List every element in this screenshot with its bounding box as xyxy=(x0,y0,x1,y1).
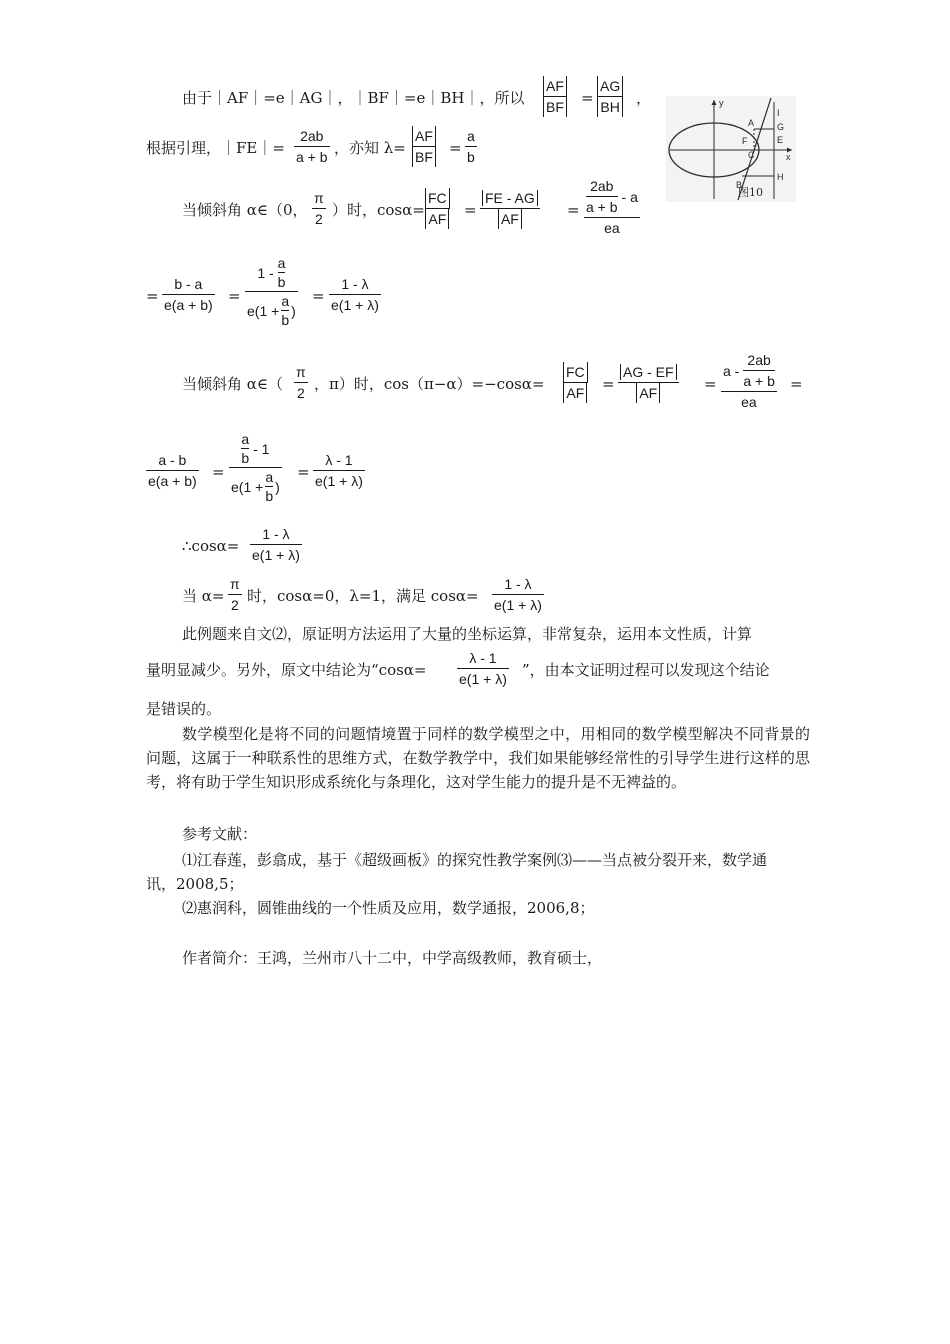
fraction-fe-ag-af: FE - AG AF xyxy=(480,188,540,229)
fraction-lambda-1: λ - 1 e(1 + λ) xyxy=(315,452,363,489)
text: 当倾斜角 α∈（0， xyxy=(182,201,308,219)
fraction-ag-bh: AG BH xyxy=(597,76,623,117)
fraction-nested-3: a - 2ab a + b ea xyxy=(723,352,775,410)
fraction-nested-4: a b - 1 e(1 + a b ) xyxy=(231,431,280,504)
label-f: F xyxy=(742,136,748,146)
label-x: x xyxy=(786,152,791,162)
label-i: I xyxy=(777,108,780,118)
fraction-b-a: b - a e(a + b) xyxy=(164,276,213,313)
y-axis-arrow xyxy=(712,100,717,105)
label-e: E xyxy=(777,135,784,145)
fraction-pi-2b: π 2 xyxy=(296,364,306,401)
ellipse-diagram xyxy=(666,96,796,202)
fraction-therefore: 1 - λ e(1 + λ) xyxy=(252,526,300,563)
text: ）时，cosα= xyxy=(332,201,425,219)
fraction-nested-2: 1 - a b e(1 + a b ) xyxy=(247,255,296,328)
label-c: C xyxy=(748,150,755,160)
fraction-af-bf-2: AF BF xyxy=(412,126,436,167)
fraction-satisfy: 1 - λ e(1 + λ) xyxy=(494,576,542,613)
paragraph-2: 数学模型化是将不同的问题情境置于同样的数学模型之中，用相同的数学模型解决不同背景的问题，这属于一种联系性的思维方式，在数学教学中，我们如果能够经常性的引导学生进行这样的思考，将有助于学生知识形成系统化与条理化，这对学生能力的提升是不无裨益的。 xyxy=(146,725,810,791)
fraction-a-b-2: a - b e(a + b) xyxy=(148,452,197,489)
label-h: H xyxy=(777,172,784,182)
label-b: B xyxy=(736,180,743,190)
equals: = xyxy=(581,89,594,107)
fraction-pi-2c: π 2 xyxy=(230,576,240,613)
label-a: A xyxy=(748,118,755,128)
fraction-fc-af: FC AF xyxy=(425,188,450,229)
fraction-original-conclusion: λ - 1 e(1 + λ) xyxy=(459,650,507,687)
fraction-pi-2: π 2 xyxy=(314,190,324,227)
comma: ， xyxy=(636,89,652,107)
figure-10 xyxy=(666,96,796,202)
text: 由于｜AF｜=e｜AG｜，｜BF｜=e｜BH｜，所以 xyxy=(182,89,525,107)
fraction-fe: 2ab a + b xyxy=(296,128,328,165)
text: ，亦知 λ= xyxy=(334,139,406,157)
equals: = xyxy=(449,139,462,157)
fraction-af-bf: AF BF xyxy=(543,76,567,117)
fraction-ag-ef-af: AG - EF AF xyxy=(618,362,679,403)
fraction-fc-af-2: FC AF xyxy=(563,362,588,403)
text: 根据引理，｜FE｜= xyxy=(146,139,285,157)
document-page: 由于｜AF｜=e｜AG｜，｜BF｜=e｜BH｜，所以 AF BF = AG BH ， 根据引理，｜FE｜= 2ab a + b ，亦知 λ= AF BF = a b 当倾斜角 α∈（0， π 2 ）时，cosα= FC AF = FE - AG AF = 2ab a + b - a ea = b - a e(a + b) = 1 - a b e(1 + a b ) = 1 - λ e(1 + λ) 当倾斜角 α∈（ π 2 ，π）时，cos（π−α）=−cosα= FC AF = AG - EF AF = a - 2ab a + b ea = a - b e(a + b) = a b - 1 e(1 + a b ) = λ - 1 e(1 + λ) ∴cosα= 1 - λ e(1 + λ) 当 α= π 2 时，cosα=0，λ=1，满足 cosα= 1 - λ e(1 + λ) 此例题来自文⑵，原证明方法运用了大量的坐标运算，非常复杂，运用本文性质，计算 量明显减少。另外，原文中结论为“cosα= λ - 1 e(1 + λ) ”，由本文证明过程可以发现这个结论 是错误的。 数学模型化是将不同的问题情境置于同样的数学模型之中，用相同的数学模型解决不同背景的问题，这属于一种联系性的思维方式，在数学教学中，我们如果能够经常性的引导学生进行这样的思考，将有助于学生知识形成系统化与条理化，这对学生能力的提升是不无裨益的。 参考文献： ⑴江春莲，彭翕成，基于《超级画板》的探究性教学案例⑶——当点被分裂开来，数学通 讯，2008,5； ⑵惠润科，圆锥曲线的一个性质及应用，数学通报，2006,8； 作者简介：王鸿，兰州市八十二中，中学高级教师，教育硕士， y x A F C B I G E H 图10 xyxy=(146,78,810,967)
fraction-1-lambda: 1 - λ e(1 + λ) xyxy=(331,276,379,313)
figure-caption: 图10 xyxy=(738,186,763,199)
fraction-nested-1: 2ab a + b - a ea xyxy=(586,178,638,236)
label-g: G xyxy=(777,122,785,132)
label-y: y xyxy=(719,98,724,108)
fraction-a-b: a b xyxy=(467,128,475,165)
